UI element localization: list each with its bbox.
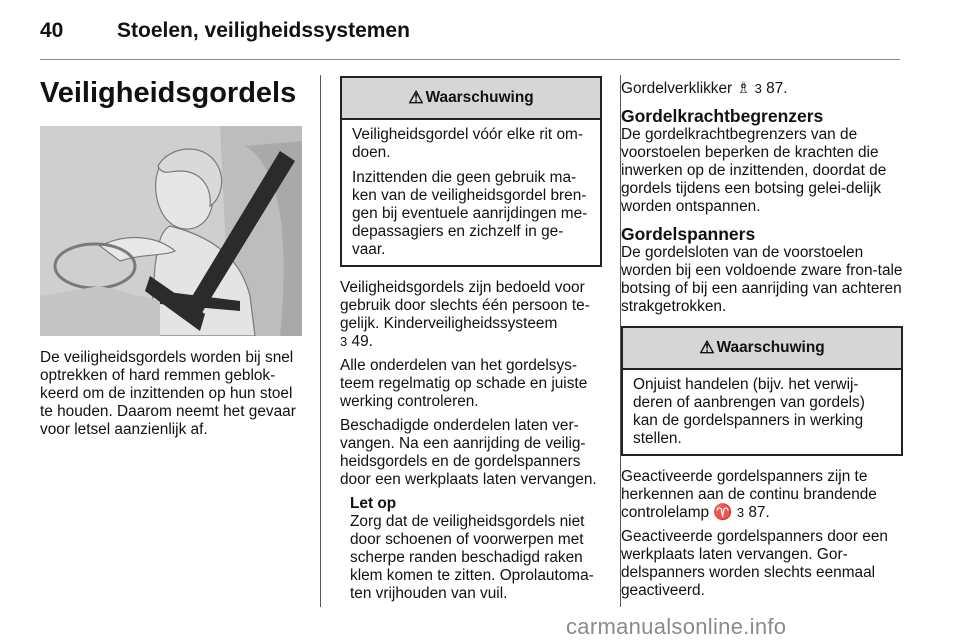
paragraph-single-person	[340, 279, 602, 351]
note-block	[340, 495, 602, 603]
column-3	[621, 80, 903, 606]
control-lamp-text: Geactiveerde gordelspanners zijn te herkennen aan de continu brandende controlelamp	[621, 468, 877, 521]
seatbelt-reminder-icon: ♗	[736, 80, 751, 97]
paragraph-replace: Beschadigde onderdelen laten ver-vangen. Na een aanrijding de veilig-heidsgordels en de gordelspanners door een werkplaats laten vervangen.	[340, 417, 597, 488]
page-reference: 87.	[744, 504, 770, 521]
warning-title: Waarschuwing	[425, 89, 534, 106]
watermark: carmanualsonline.info	[566, 614, 787, 639]
paragraph-load-limiters: De gordelkrachtbegrenzers van de voorstoelen beperken de krachten die inwerken op de inzittenden, doordat de gordels tijdens een botsing gelei-delijk worden ontspannen.	[621, 126, 887, 215]
column-2	[340, 76, 602, 603]
header-rule	[40, 59, 900, 60]
warning-box-1	[340, 76, 602, 267]
paragraph-control-lamp	[621, 468, 903, 522]
cross-reference-icon: 3	[736, 505, 745, 520]
paragraph-reminder	[621, 80, 903, 98]
intro-paragraph: De veiligheidsgordels worden bij snel optrekken of hard remmen geblok-keerd om de inzittenden op hun stoel te houden. Daarom neemt het gevaar voor letsel aanzienlijk af.	[40, 349, 296, 438]
warning-title: Waarschuwing	[716, 339, 825, 356]
reminder-text: Gordelverklikker	[621, 80, 733, 97]
warning-triangle-icon: ⚠	[699, 338, 715, 357]
warning-box-2	[621, 326, 903, 456]
seatbelt-illustration	[40, 126, 302, 336]
warning-text: Onjuist handelen (bijv. het verwij-deren of aanbrengen van gordels) kan de gordelspanners in werking stellen.	[633, 376, 865, 447]
warning-header	[623, 328, 901, 370]
warning-text-2: Inzittenden die geen gebruik ma-ken van de veiligheidsgordel bren-gen bij eventuele aanrijdingen me-depassagiers en zichzelf in ge-vaar.	[352, 169, 588, 258]
paragraph-text: Veiligheidsgordels zijn bedoeld voor gebruik door slechts één persoon te-gelijk. Kinderveiligheidssysteem	[340, 279, 590, 332]
warning-triangle-icon: ⚠	[408, 88, 424, 107]
column-divider-1	[320, 75, 321, 607]
page-reference: 87.	[761, 80, 788, 97]
warning-header	[342, 78, 600, 120]
note-title: Let op	[350, 495, 397, 512]
warning-text-1: Veiligheidsgordel vóór elke rit om-doen.	[352, 126, 583, 161]
paragraph-replace-pretensioners: Geactiveerde gordelspanners door een werkplaats laten vervangen. Gor-delspanners worden slechts eenmaal geactiveerd.	[621, 528, 888, 599]
page-number: 40	[40, 19, 64, 42]
warning-body	[342, 120, 600, 265]
section-title: Veiligheidsgordels	[40, 77, 297, 109]
chapter-title: Stoelen, veiligheidssystemen	[117, 19, 410, 42]
paragraph-pretensioners: De gordelsloten van de voorstoelen worden bij een voldoende zware fron-tale botsing of bij een aanrijding van achteren strakgetrokken.	[621, 244, 903, 315]
column-1	[40, 76, 310, 110]
cross-reference-icon: 3	[340, 334, 348, 349]
heading-load-limiters: Gordelkrachtbegrenzers	[621, 106, 824, 126]
cross-reference-icon: 3	[754, 81, 762, 96]
heading-pretensioners: Gordelspanners	[621, 224, 756, 244]
warning-body	[623, 370, 901, 454]
note-text: Zorg dat de veiligheidsgordels niet door schoenen of voorwerpen met scherpe randen beschadigd raken klem komen te zitten. Oprolautoma-ten vrijhouden van vuil.	[350, 513, 594, 602]
column-1-body	[40, 349, 302, 445]
airbag-lamp-icon: ♈	[713, 504, 733, 521]
paragraph-inspect: Alle onderdelen van het gordelsys-teem regelmatig op schade en juiste werking controleren.	[340, 357, 588, 410]
page-reference: 49.	[347, 333, 373, 350]
